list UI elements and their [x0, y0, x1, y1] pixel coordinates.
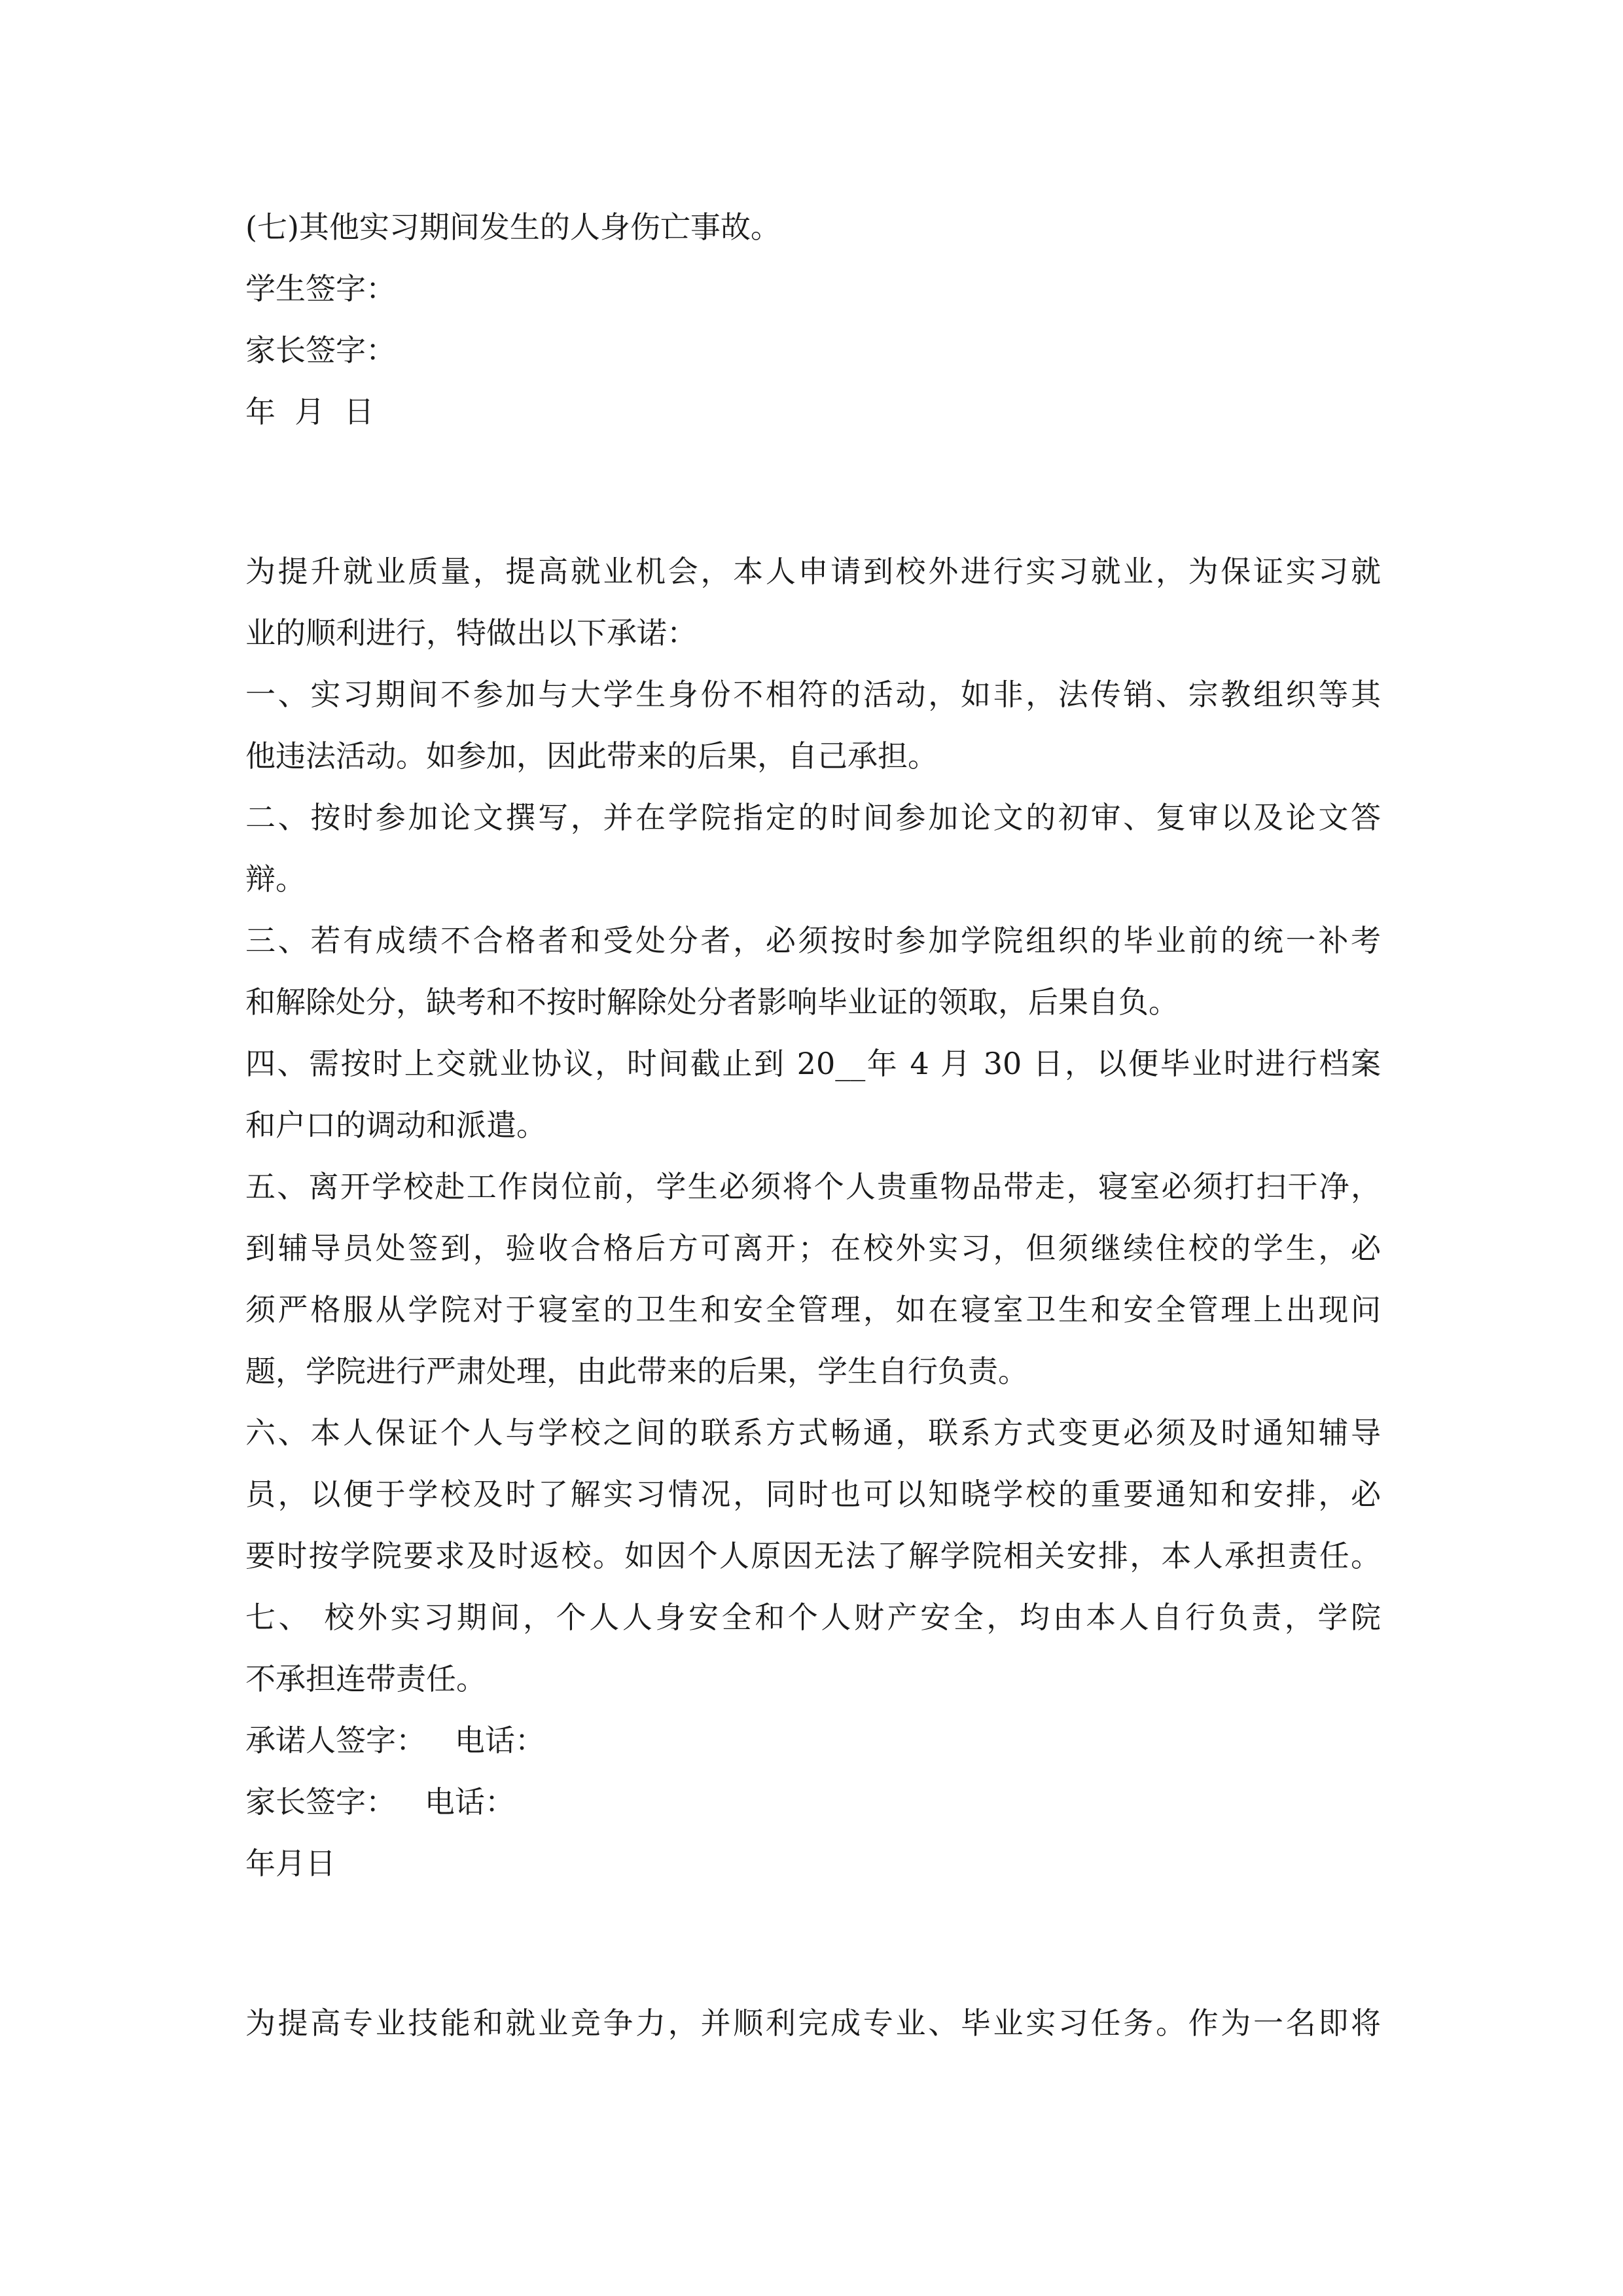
clause-item-7: (七)其他实习期间发生的人身伤亡事故。 — [245, 209, 781, 245]
date-label: 年 月 日 — [245, 394, 374, 429]
document-body — [245, 196, 1381, 2054]
commitment-item-4-line-2: 和户口的调动和派遣。 — [245, 1107, 546, 1143]
student-signature-label: 学生签字： — [245, 271, 396, 306]
promisor-signature-phone: 承诺人签字： 电话： — [245, 1723, 545, 1758]
commitment-item-1-line-2: 他违法活动。如参加，因此带来的后果，自己承担。 — [245, 738, 938, 774]
commitment-item-5-line-1: 五、离开学校赴工作岗位前，学生必须将个人贵重物品带走，寝室必须打扫干净， — [245, 1169, 1381, 1204]
section-internship-commitment — [245, 541, 1381, 1894]
commitment-item-5-line-2: 到辅导员处签到，验收合格后方可离开；在校外实习，但须继续住校的学生，必 — [245, 1230, 1381, 1266]
commitment-item-7-line-1: 七、 校外实习期间，个人人身安全和个人财产安全，均由本人自行负责，学院 — [245, 1600, 1381, 1635]
commitment-item-3-line-2: 和解除处分，缺考和不按时解除处分者影响毕业证的领取，后果自负。 — [245, 984, 1179, 1020]
commitment-item-3-line-1: 三、若有成绩不合格者和受处分者，必须按时参加学院组织的毕业前的统一补考 — [245, 923, 1381, 958]
commitment-item-1-line-1: 一、实习期间不参加与大学生身份不相符的活动，如非，法传销、宗教组织等其 — [245, 677, 1381, 712]
commitment-item-6-line-2: 员，以便于学校及时了解实习情况，同时也可以知晓学校的重要通知和安排，必 — [245, 1477, 1381, 1512]
section-gap — [245, 1894, 1381, 1992]
skills-intro-line-1: 为提高专业技能和就业竞争力，并顺利完成专业、毕业实习任务。作为一名即将 — [245, 2005, 1381, 2041]
commitment-item-6-line-3: 要时按学院要求及时返校。如因个人原因无法了解学院相关安排，本人承担责任。 — [245, 1538, 1381, 1573]
commitment-intro-line-1: 为提升就业质量，提高就业机会，本人申请到校外进行实习就业，为保证实习就 — [245, 554, 1381, 589]
section-skills-intro — [245, 1992, 1381, 2054]
commitment-item-6-line-1: 六、本人保证个人与学校之间的联系方式畅通，联系方式变更必须及时通知辅导 — [245, 1415, 1381, 1450]
parent-signature-label: 家长签字： — [245, 332, 396, 368]
commitment-date: 年月日 — [245, 1846, 336, 1881]
commitment-item-2-line-1: 二、按时参加论文撰写，并在学院指定的时间参加论文的初审、复审以及论文答 — [245, 800, 1381, 835]
commitment-item-5-line-3: 须严格服从学院对于寝室的卫生和安全管理，如在寝室卫生和安全管理上出现问 — [245, 1292, 1381, 1327]
section-accident-clause — [245, 196, 1381, 442]
commitment-item-7-line-2: 不承担连带责任。 — [245, 1661, 486, 1696]
section-gap — [245, 442, 1381, 541]
commitment-item-5-line-4: 题，学院进行严肃处理，由此带来的后果，学生自行负责。 — [245, 1354, 1028, 1389]
parent-signature-phone: 家长签字： 电话： — [245, 1784, 515, 1820]
commitment-intro-line-2: 业的顺利进行，特做出以下承诺： — [245, 615, 697, 651]
commitment-item-4-line-1: 四、需按时上交就业协议，时间截止到 20__年 4 月 30 日，以便毕业时进行档案 — [245, 1046, 1381, 1081]
commitment-item-2-line-2: 辩。 — [245, 861, 306, 897]
